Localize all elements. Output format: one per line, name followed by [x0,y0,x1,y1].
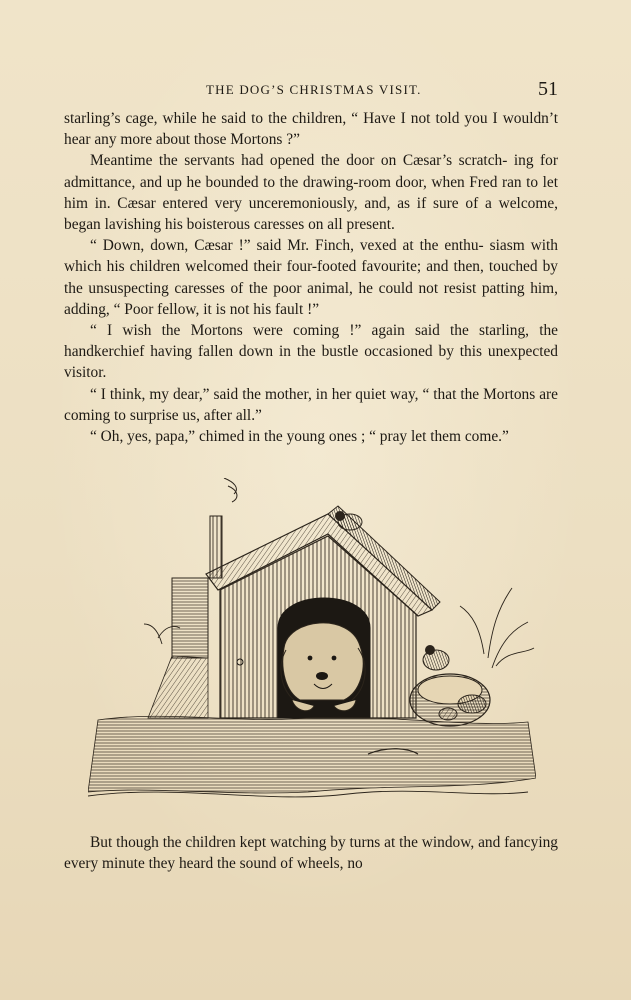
running-title: THE DOG’S CHRISTMAS VISIT. [206,82,422,97]
paragraph-2: Meantime the servants had opened the door on Cæsar’s scratch- ing for admittance, and up he bounded to the drawing-room door, when Fred ran to let him in. Cæsar entered very unceremoniously, and, as if sure of a welcome, began lavishing his boisterous caresses on all present. [64,152,558,234]
running-head [64,78,558,100]
kennel-illustration [88,478,536,818]
ground-drawing [88,716,536,797]
paragraph-5: “ I think, my dear,” said the mother, in her quiet way, “ that the Mortons are coming to surprise us, after all.” [64,385,558,424]
paragraph-6: “ Oh, yes, papa,” chimed in the young ones ; “ pray let them come.” [90,428,509,446]
paragraph-1: starling’s cage, while he said to the children, “ Have I not told you I wouldn’t hear any more about those Mortons ?” [64,110,558,149]
page-number: 51 [538,78,558,100]
bowl-with-birds-drawing [410,645,490,726]
paragraph-7: But though the children kept watching by turns at the window, and fancying every minute they heard the sound of wheels, no [64,834,558,873]
continuation-text [64,832,558,874]
paragraph-3: “ Down, down, Cæsar !” said Mr. Finch, vexed at the enthu- siasm with which his children welcomed their four-footed favourite; and then, touched by the unsuspecting caresses of the poor animal, he could not resist patting him, adding, “ Poor fellow, it is not his fault !” [64,237,558,318]
body-text [64,108,558,447]
paragraph-4: “ I wish the Mortons were coming !” again said the starling, the handkerchief having fallen down in the bustle occasioned by this unexpected visitor. [64,322,558,382]
